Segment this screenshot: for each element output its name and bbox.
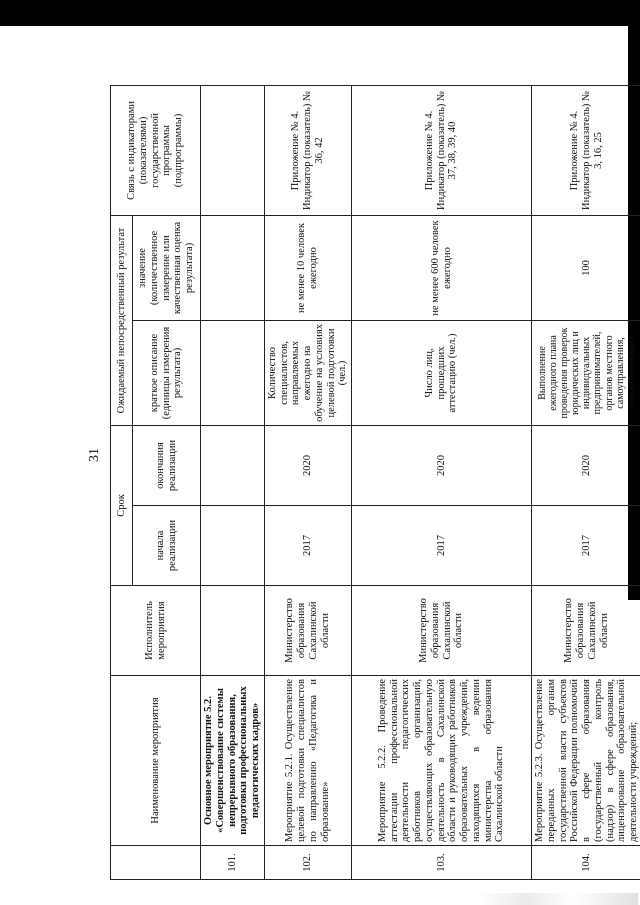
table-row (264, 85, 351, 879)
row-executor: Министерство образования Сахалинской области (352, 586, 532, 676)
row-start (201, 506, 265, 586)
header-link: Связь с индикаторами (показателями) государственной программы (подпрограммы) (111, 85, 201, 215)
row-value (201, 215, 265, 320)
row-link: Приложение № 4. Индикатор (показатель) № 37, 38, 39, 40 (352, 85, 532, 215)
row-end: 2020 (264, 425, 351, 505)
row-executor: Министерство образования Сахалинской области (264, 586, 351, 676)
table-row (352, 85, 532, 879)
row-link (201, 85, 265, 215)
scan-top-border (0, 0, 640, 26)
row-start: 2017 (352, 506, 532, 586)
header-term-start: начала реализации (133, 506, 201, 586)
row-value: не менее 600 человек ежегодно (352, 215, 532, 320)
row-num: 104. (532, 846, 640, 880)
header-result-desc: краткое описание (единицы измерения результата) (133, 320, 201, 425)
row-desc (201, 320, 265, 425)
row-desc: Число лиц, прошедших аттестацию (чел.) (352, 320, 532, 425)
row-name: Мероприятие 5.2.1. Осуществление целевой подготовки специалистов по направлению «Педагогика и образование» (264, 676, 351, 846)
row-name: Мероприятие 5.2.3. Осуществление переданных органам государственной власти субъектов Российской Федерации полномочий в сфере образования (государственный контроль (надзор) в сфере образования, лицензирование образовательной деятельности учреждений; (532, 676, 640, 846)
row-link: Приложение № 4. Индикатор (показатель) № 3, 16, 25 (532, 85, 640, 215)
row-value: 100 (532, 215, 640, 320)
table-row (201, 85, 265, 879)
measures-table (110, 85, 640, 880)
row-name: Основное мероприятие 5.2. «Совершенствование системы непрерывного образования, подготовки профессиональных педагогических кадров» (201, 676, 265, 846)
header-row-1 (111, 85, 133, 879)
row-end: 2020 (352, 425, 532, 505)
table-row (532, 85, 640, 879)
row-num: 102. (264, 846, 351, 880)
row-start: 2017 (532, 506, 640, 586)
row-name: Мероприятие 5.2.2. Проведение аттестации профессиональной деятельности педагогических работников организаций, осуществляющих образовательную деятельность в Сахалинской области и руководящих работников образовательных учреждений, находящихся в ведении министерства образования Сахалинской области (352, 676, 532, 846)
header-result-value: значение (количественное измерение или качественная оценка результата) (133, 215, 201, 320)
row-desc: Количество специалистов, направляемых ежегодно на обучение на условиях целевой подготовки (чел.) (264, 320, 351, 425)
header-term: Срок (111, 425, 133, 585)
row-num: 103. (352, 846, 532, 880)
rotated-page (110, 86, 639, 880)
page-number: 31 (87, 448, 102, 462)
row-start: 2017 (264, 506, 351, 586)
row-executor: Министерство образования Сахалинской области (532, 586, 640, 676)
row-value: не менее 10 человек ежегодно (264, 215, 351, 320)
row-executor (201, 586, 265, 676)
header-term-end: окончания реализации (133, 425, 201, 505)
header-executor: Исполнитель мероприятия (111, 586, 201, 676)
row-end: 2020 (532, 425, 640, 505)
scan-noise (478, 893, 638, 905)
row-num: 101. (201, 846, 265, 880)
header-num (111, 846, 201, 880)
row-desc: Выполнение ежегодного плана проведения проверок юридических лиц и индивидуальных предпринимателей, органов местного самоуправления, осуществляющих (532, 320, 640, 425)
row-link: Приложение № 4. Индикатор (показатель) № 36, 42 (264, 85, 351, 215)
header-result: Ожидаемый непосредственный результат (111, 215, 133, 425)
header-name: Наименование мероприятия (111, 676, 201, 846)
row-end (201, 425, 265, 505)
